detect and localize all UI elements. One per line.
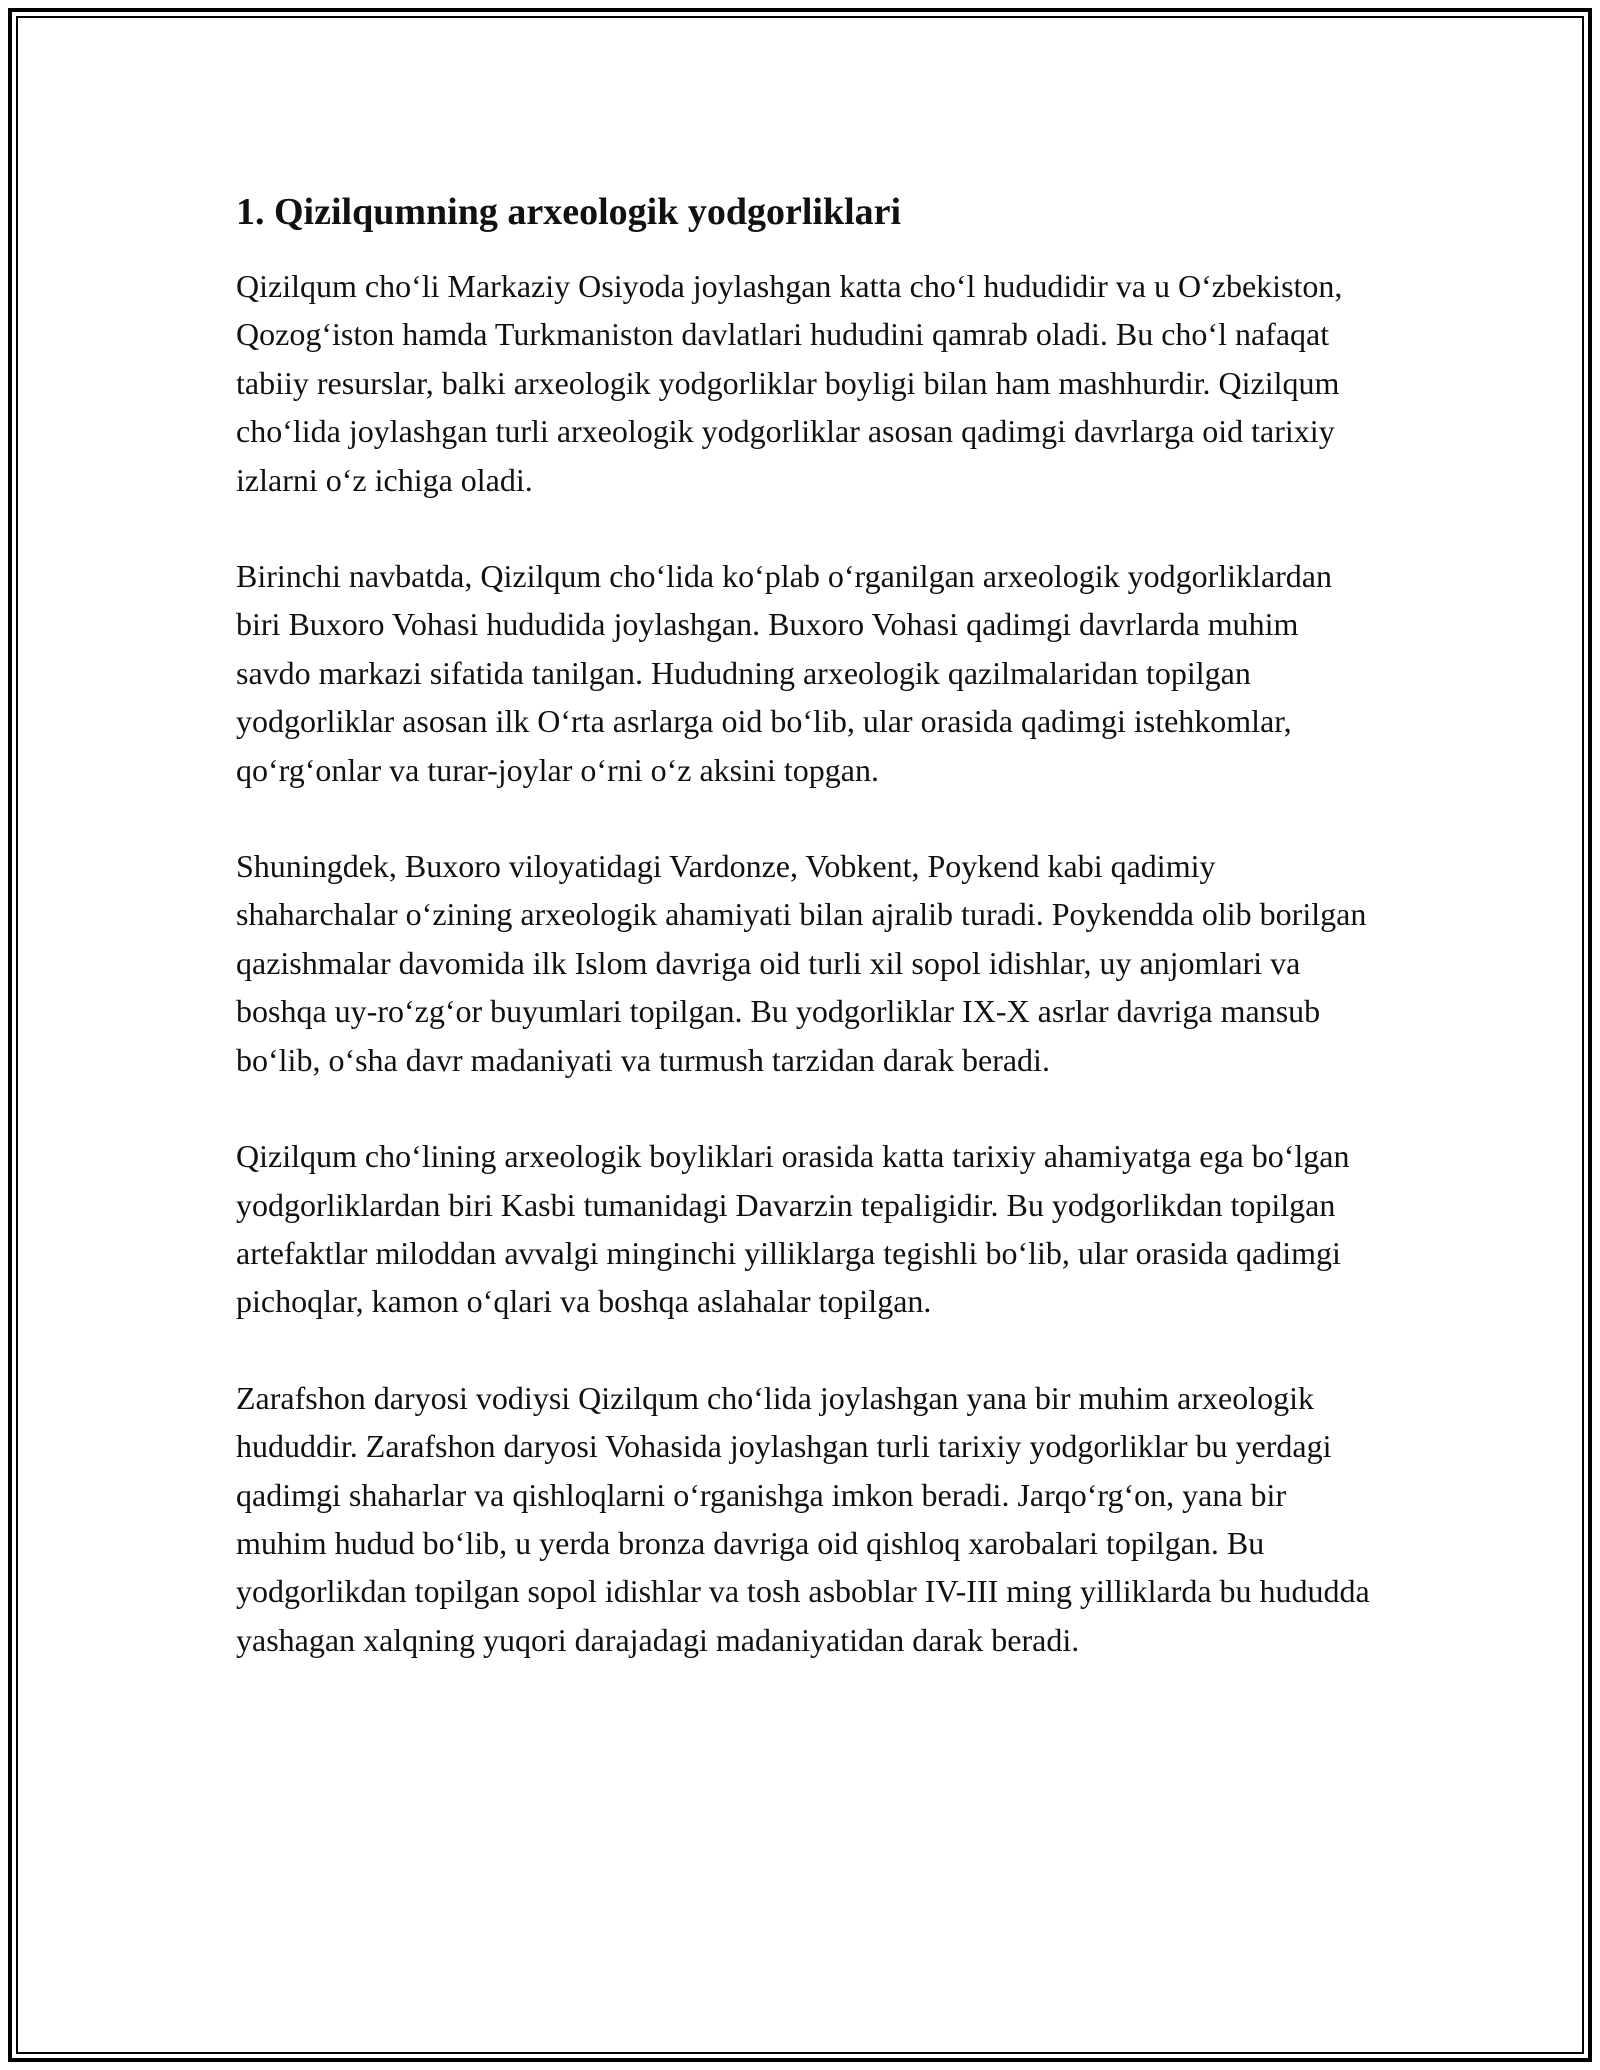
paragraph-4: Qizilqum cho‘lining arxeologik boyliklari orasida katta tarixiy ahamiyatga ega bo‘lgan yodgorliklardan biri Kasbi tumanidagi Davarzin tepaligidir. Bu yodgorlikdan topilgan artefaktlar miloddan avvalgi minginchi yilliklarga tegishli bo‘lib, ular orasida qadimgi pichoqlar, kamon o‘qlari va boshqa aslahalar topilgan.	[236, 1138, 1350, 1320]
paragraph-5: Zarafshon daryosi vodiysi Qizilqum cho‘lida joylashgan yana bir muhim arxeologik hududdir. Zarafshon daryosi Vohasida joylashgan turli tarixiy yodgorliklar bu yerdagi qadimgi shaharlar va qishloqlarni o‘rganishga imkon beradi. Jarqo‘rg‘on, yana bir muhim hudud bo‘lib, u yerda bronza davriga oid qishloq xarobalari topilgan. Bu yodgorlikdan topilgan sopol idishlar va tosh asboblar IV-III ming yilliklarda bu hududda yashagan xalqning yuqori darajadagi madaniyatidan darak beradi.	[236, 1379, 1370, 1658]
paragraph-1: Qizilqum cho‘li Markaziy Osiyoda joylashgan katta cho‘l hududidir va u O‘zbekiston, Qozog‘iston hamda Turkmaniston davlatlari hududini qamrab oladi. Bu cho‘l nafaqat tabiiy resurslar, balki arxeologik yodgorliklar boyligi bilan ham mashhurdir. Qizilqum cho‘lida joylashgan turli arxeologik yodgorliklar asosan qadimgi davrlarga oid tarixiy izlarni o‘z ichiga oladi.	[236, 268, 1343, 498]
section-heading: 1. Qizilqumning arxeologik yodgorliklari	[236, 191, 902, 233]
document-page	[236, 186, 1376, 1712]
paragraph-3: Shuningdek, Buxoro viloyatidagi Vardonze, Vobkent, Poykend kabi qadimiy shaharchalar o‘zining arxeologik ahamiyati bilan ajralib turadi. Poykendda olib borilgan qazishmalar davomida ilk Islom davriga oid turli xil sopol idishlar, uy anjomlari va boshqa uy-ro‘zg‘or buyumlari topilgan. Bu yodgorliklar IX-X asrlar davriga mansub bo‘lib, o‘sha davr madaniyati va turmush tarzidan darak beradi.	[236, 848, 1367, 1078]
paragraph-2: Birinchi navbatda, Qizilqum cho‘lida ko‘plab o‘rganilgan arxeologik yodgorliklardan biri Buxoro Vohasi hududida joylashgan. Buxoro Vohasi qadimgi davrlarda muhim savdo markazi sifatida tanilgan. Hududning arxeologik qazilmalaridan topilgan yodgorliklar asosan ilk O‘rta asrlarga oid bo‘lib, ular orasida qadimgi istehkomlar, qo‘rg‘onlar va turar-joylar o‘rni o‘z aksini topgan.	[236, 558, 1332, 788]
